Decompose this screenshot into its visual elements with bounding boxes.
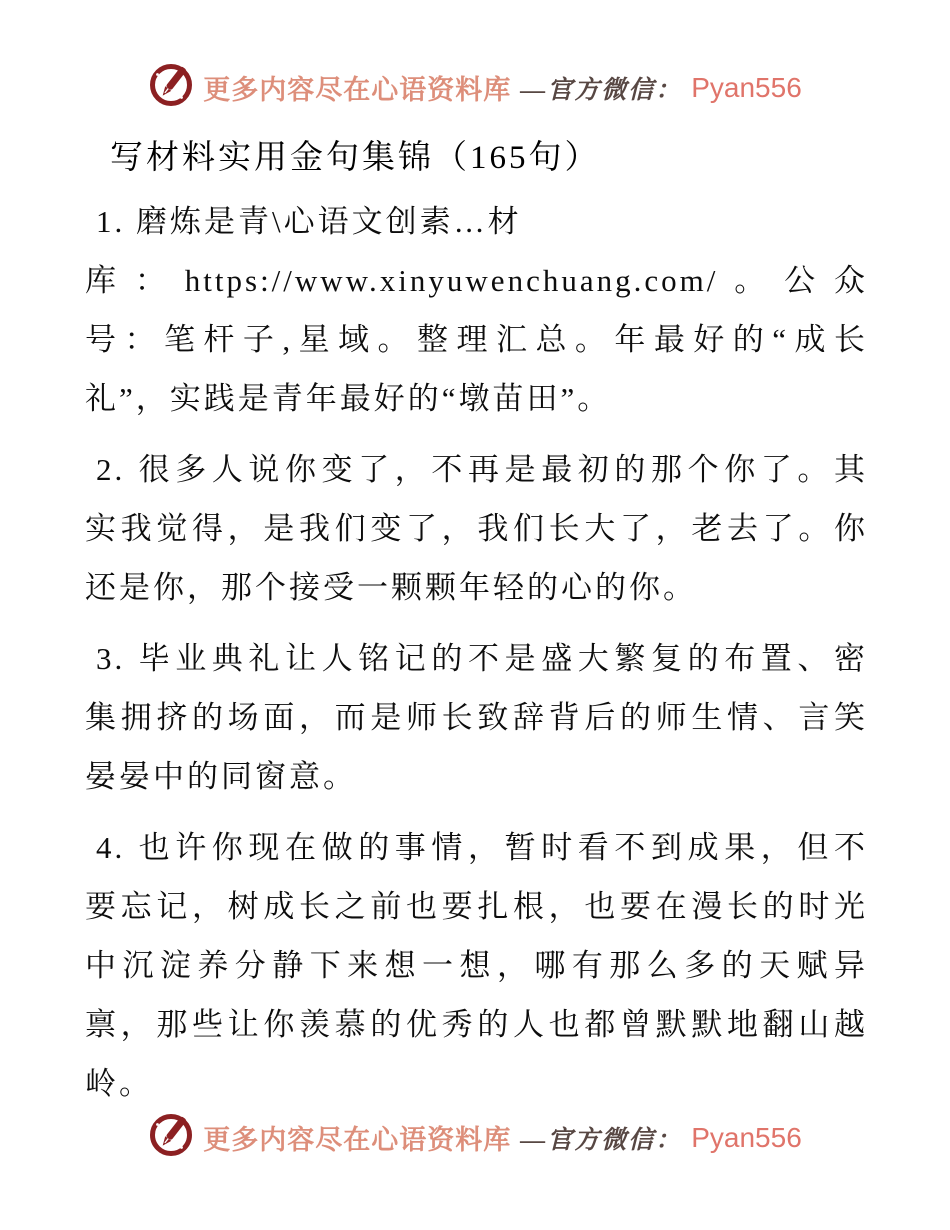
paragraph-2 [85, 440, 868, 617]
paragraph-line: 晏晏中的同窗意。 [85, 759, 357, 794]
paragraph-4 [85, 818, 868, 1113]
paragraph-line: 号：笔杆子,星域。整理汇总。年最好的“成长 [85, 322, 868, 357]
paragraph-line: 2. 很多人说你变了，不再是最初的那个你了。其 [96, 452, 868, 487]
document-body [85, 192, 868, 1125]
paragraph-line: 1. 磨炼是青\心语文创素…材 [96, 204, 522, 239]
header-watermark [0, 62, 950, 113]
brand-pen-logo-icon [148, 1112, 194, 1163]
footer-watermark [0, 1112, 950, 1163]
watermark-wechat-label: —官方微信： [520, 1126, 683, 1154]
paragraph-line: 实我觉得，是我们变了，我们长大了，老去了。你 [85, 511, 868, 546]
paragraph-line: 岭。 [85, 1066, 153, 1101]
brand-pen-logo-icon [148, 62, 194, 113]
paragraph-line: 3. 毕业典礼让人铭记的不是盛大繁复的布置、密 [96, 641, 868, 676]
watermark-brand-text: 更多内容尽在心语资料库 [203, 1125, 512, 1155]
paragraph-line: 还是你，那个接受一颗颗年轻的心的你。 [85, 570, 697, 605]
paragraph-line: 中沉淀养分静下来想一想，哪有那么多的天赋异 [85, 948, 868, 983]
paragraph-3 [85, 629, 868, 806]
paragraph-line: 要忘记，树成长之前也要扎根，也要在漫长的时光 [85, 889, 868, 924]
watermark-wechat-label: —官方微信： [520, 76, 683, 104]
paragraph-line: 礼”，实践是青年最好的“墩苗田”。 [85, 381, 612, 416]
paragraph-line: 库：https://www.xinyuwenchuang.com/。公众 [85, 263, 868, 298]
watermark-wechat-id: Pyan556 [691, 1121, 802, 1153]
paragraph-1 [85, 192, 868, 428]
paragraph-line: 4. 也许你现在做的事情，暂时看不到成果，但不 [96, 830, 868, 865]
page-title: 写材料实用金句集锦（165句） [110, 140, 601, 176]
paragraph-line: 禀，那些让你羡慕的优秀的人也都曾默默地翻山越 [85, 1007, 868, 1042]
paragraph-line: 集拥挤的场面，而是师长致辞背后的师生情、言笑 [85, 700, 868, 735]
watermark-wechat-id: Pyan556 [691, 71, 802, 103]
watermark-brand-text: 更多内容尽在心语资料库 [203, 75, 512, 105]
